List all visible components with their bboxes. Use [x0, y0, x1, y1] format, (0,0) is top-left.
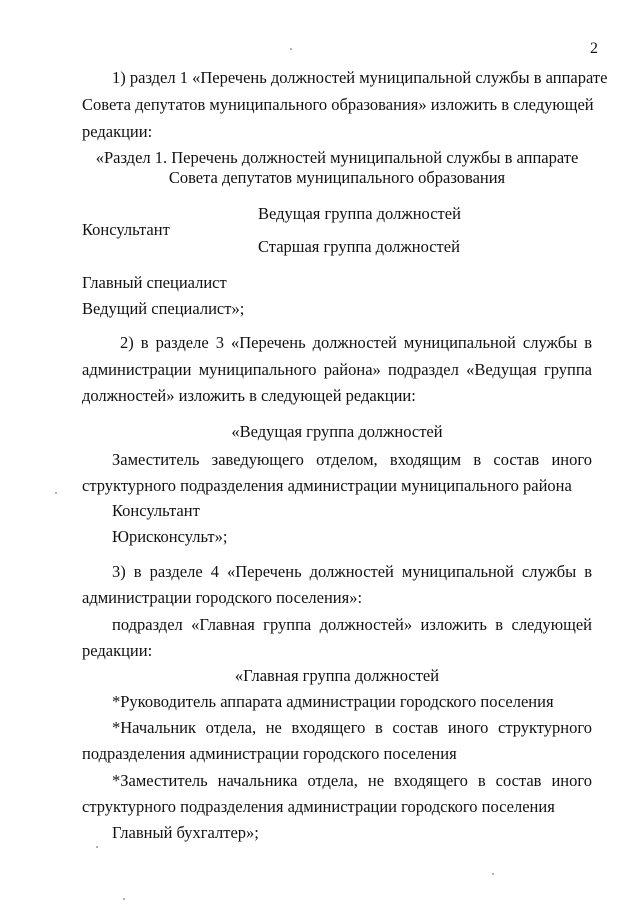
page-number: 2	[590, 40, 598, 57]
p3-sub-line-1: подраздел «Главная группа должностей» изложить в следующей	[112, 615, 592, 634]
senior-group-heading: Старшая группа должностей	[258, 237, 460, 256]
item-dept-head-line-1: *Начальник отдела, не входящего в состав иного структурного	[112, 718, 592, 737]
scan-speck	[123, 898, 125, 900]
scan-speck	[55, 492, 57, 494]
leading-group-heading: Ведущая группа должностей	[258, 204, 461, 223]
item-consultant: Консультант	[82, 220, 170, 239]
item-deputy-dept-head-line-2: структурного подразделения администрации городского поселения	[82, 797, 555, 816]
p3-line-1: 3) в разделе 4 «Перечень должностей муниципальной службы в	[112, 562, 592, 581]
deputy-head-line-2: структурного подразделения администрации муниципального района	[82, 476, 572, 495]
item-leading-specialist: Ведущий специалист»;	[82, 299, 245, 318]
scan-speck	[492, 873, 494, 875]
deputy-head-line-1: Заместитель заведующего отделом, входящим в состав иного	[112, 450, 592, 469]
item-legal-advisor: Юрисконсульт»;	[112, 527, 228, 546]
item-consultant-2: Консультант	[112, 501, 200, 520]
p1-line-1: 1) раздел 1 «Перечень должностей муниципальной службы в аппарате	[112, 68, 608, 87]
scan-speck	[290, 48, 292, 50]
p2-line-2: администрации муниципального района» подраздел «Ведущая группа	[82, 360, 592, 379]
item-chief-specialist: Главный специалист	[82, 273, 227, 292]
section1-heading-line-1: «Раздел 1. Перечень должностей муниципальной службы в аппарате	[95, 148, 579, 167]
section1-heading-line-2: Совета депутатов муниципального образования	[168, 168, 506, 187]
scan-speck	[96, 846, 98, 848]
item-head-of-staff: *Руководитель аппарата администрации городского поселения	[112, 692, 554, 711]
p1-line-3: редакции:	[82, 122, 153, 141]
item-chief-accountant: Главный бухгалтер»;	[112, 823, 259, 842]
main-group-heading: «Главная группа должностей	[234, 666, 440, 685]
p3-line-2: администрации городского поселения»:	[82, 588, 363, 607]
p3-sub-line-2: редакции:	[82, 641, 153, 660]
p2-line-3: должностей» изложить в следующей редакции:	[82, 386, 416, 405]
item-deputy-dept-head-line-1: *Заместитель начальника отдела, не входящего в состав иного	[112, 771, 592, 790]
p2-line-1: 2) в разделе 3 «Перечень должностей муниципальной службы в	[120, 333, 592, 352]
leading-group-heading-2: «Ведущая группа должностей	[231, 422, 443, 441]
item-dept-head-line-2: подразделения администрации городского поселения	[82, 744, 457, 763]
p1-line-2: Совета депутатов муниципального образования» изложить в следующей	[82, 95, 594, 114]
